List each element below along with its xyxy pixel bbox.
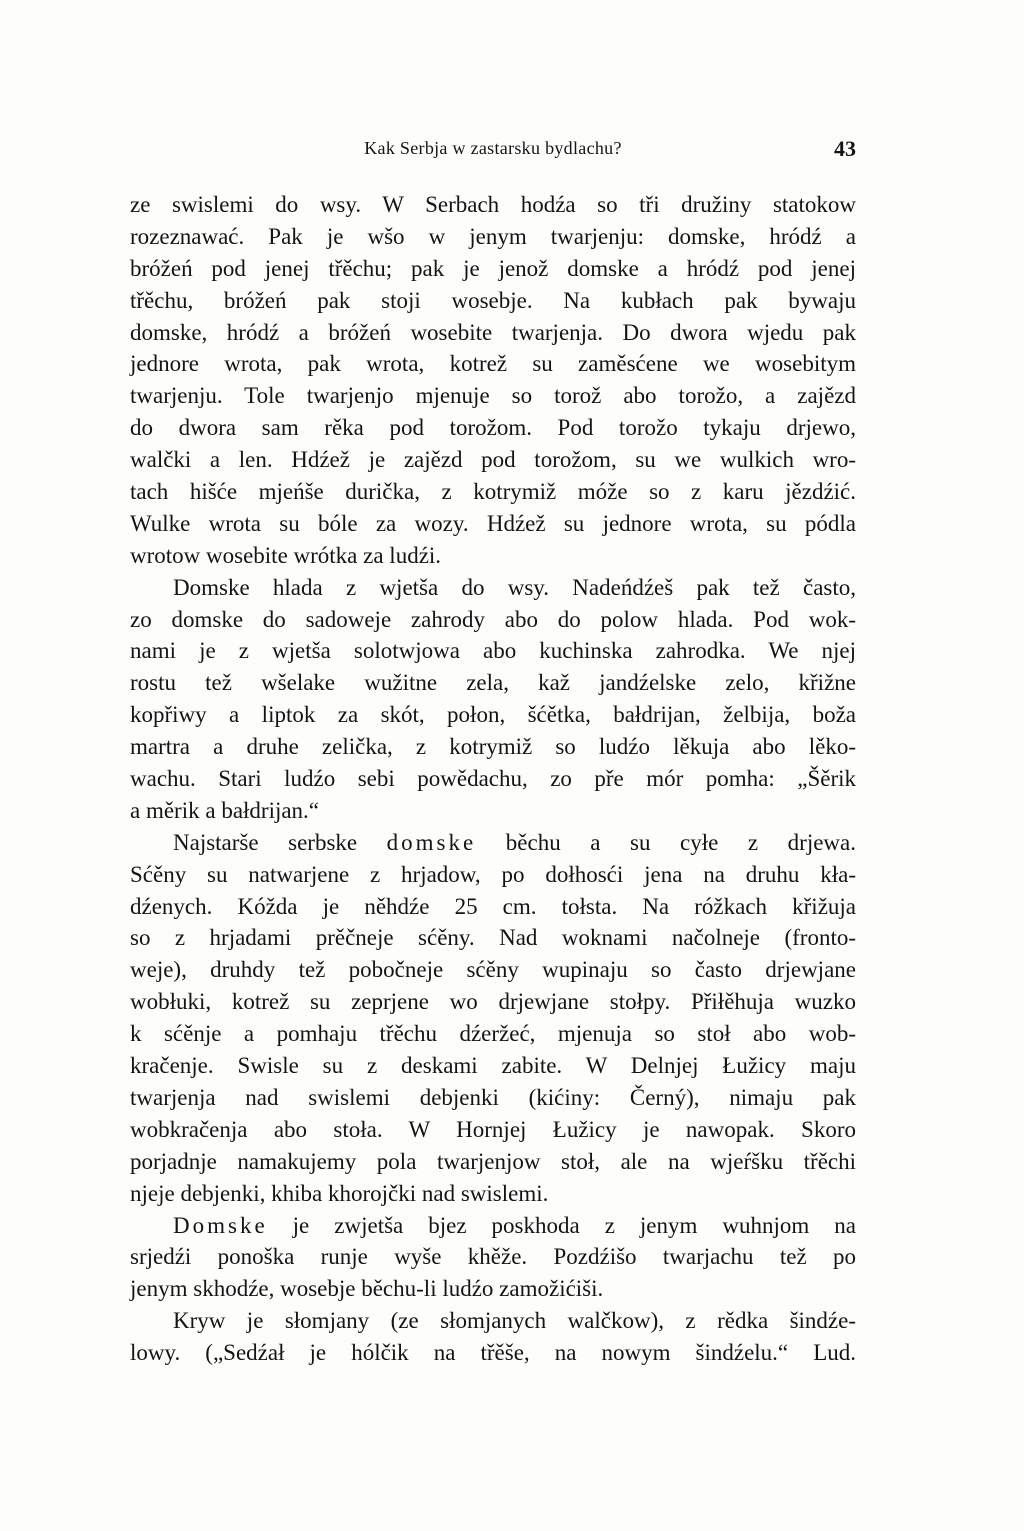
- running-head: [130, 138, 856, 168]
- text-line: Domske hlada z wjetša do wsy. Nadeńdźeš pak tež často,: [173, 574, 856, 600]
- text-line: Kryw je słomjany (ze słomjanych walčkow), z rědka šindźe-: [173, 1308, 856, 1334]
- text-line: ze swislemi do wsy. W Serbach hodźa so tři družiny statokow: [130, 192, 856, 217]
- text-line: walčki a len. Hdźež je zajězd pod torožom, su we wulkich wro-: [130, 447, 856, 473]
- text-line: weje), druhdy tež pobočneje sćěny wupinaju so často drjewjane: [130, 957, 856, 983]
- text-line: so z hrjadami prěčneje sćěny. Nad woknami načolneje (fronto-: [130, 925, 856, 951]
- text-line: nami je z wjetša solotwjowa abo kuchinska zahrodka. We njej: [130, 638, 856, 664]
- text-line: Sćěny su natwarjene z hrjadow, po dołhosći jena na druhu kła-: [130, 861, 856, 887]
- text-line: twarjenju. Tole twarjenjo mjenuje so torož abo torožo, a zajězd: [130, 383, 856, 409]
- text-line: dźenych. Kóžda je něhdźe 25 cm. tołsta. Na róžkach křižuja: [130, 893, 856, 919]
- text-line: k sćěnje a pomhaju třěchu dźeržeć, mjenuja so stoł abo wob-: [130, 1021, 856, 1047]
- text-line: twarjenja nad swislemi debjenki (kićiny: Černý), nimaju pak: [130, 1084, 856, 1110]
- text-line: jednore wrota, pak wrota, kotrež su zaměsćene we wosebitym: [130, 351, 856, 377]
- text-line: wobłuki, kotrež su zeprjene wo drjewjane stołpy. Přiłěhuja wuzko: [130, 989, 856, 1015]
- body-text: [130, 189, 856, 1369]
- text-line: kračenje. Swisle su z deskami zabite. W Delnjej Łužicy maju: [130, 1053, 856, 1079]
- text-line: rozeznawać. Pak je wšo w jenym twarjenju: domske, hródź a: [130, 223, 856, 249]
- text-line: domske, hródź a bróžeń wosebite twarjenja. Do dwora wjedu pak: [130, 319, 856, 345]
- text-line: bróžeń pod jenej třěchu; pak je jenož domske a hródź pod jenej: [130, 255, 856, 281]
- text-line: tach hišće mjeńše durička, z kotrymiž móže so z karu jězdźić.: [130, 479, 856, 505]
- page-number: 43: [834, 136, 856, 161]
- running-title: Kak Serbja w zastarsku bydlachu?: [364, 138, 622, 158]
- text-line: wrotow wosebite wrótka za ludźi.: [130, 542, 442, 568]
- text-line: třěchu, bróžeń pak stoji wosebje. Na kubłach pak bywaju: [130, 287, 856, 313]
- text-line: Wulke wrota su bóle za wozy. Hdźež su jednore wrota, su pódla: [130, 510, 856, 536]
- text-line: Najstarše serbske domske běchu a su cyłe z drjewa.: [173, 829, 856, 855]
- text-line: njeje debjenki, khiba khorojčki nad swislemi.: [130, 1180, 549, 1206]
- text-line: lowy. („Sedźał je hólčik na třěše, na nowym šindźelu.“ Lud.: [130, 1340, 856, 1366]
- emphasized-word: Domske: [173, 1212, 268, 1238]
- text-line: wachu. Stari ludźo sebi powědachu, zo pře mór pomha: „Šěrik: [130, 766, 856, 792]
- text-line: rostu tež wšelake wužitne zela, kaž jandźelske zelo, křižne: [130, 670, 856, 696]
- text-line: zo domske do sadoweje zahrody abo do polow hlada. Pod wok-: [130, 606, 856, 632]
- text-line: Domske je zwjetša bjez poskhoda z jenym wuhnjom na: [173, 1212, 856, 1238]
- text-line: wobkračenja abo stoła. W Hornjej Łužicy je nawopak. Skoro: [130, 1116, 856, 1142]
- text-line: jenym skhodźe, wosebje běchu-li ludźo zamožićiši.: [130, 1276, 604, 1302]
- emphasized-word: domske: [386, 829, 477, 855]
- text-line: a měrik a bałdrijan.“: [130, 797, 320, 823]
- text-line: do dwora sam rěka pod torožom. Pod torožo tykaju drjewo,: [130, 415, 856, 441]
- text-line: martra a druhe zelička, z kotrymiž so ludźo lěkuja abo lěko-: [130, 734, 856, 760]
- text-line: porjadnje namakujemy pola twarjenjow stoł, ale na wjeŕšku třěchi: [130, 1148, 856, 1174]
- text-line: srjedźi ponoška runje wyše khěže. Pozdźišo twarjachu tež po: [130, 1244, 856, 1270]
- text-line: kopřiwy a liptok za skót, połon, šćětka, bałdrijan, želbija, boža: [130, 702, 856, 728]
